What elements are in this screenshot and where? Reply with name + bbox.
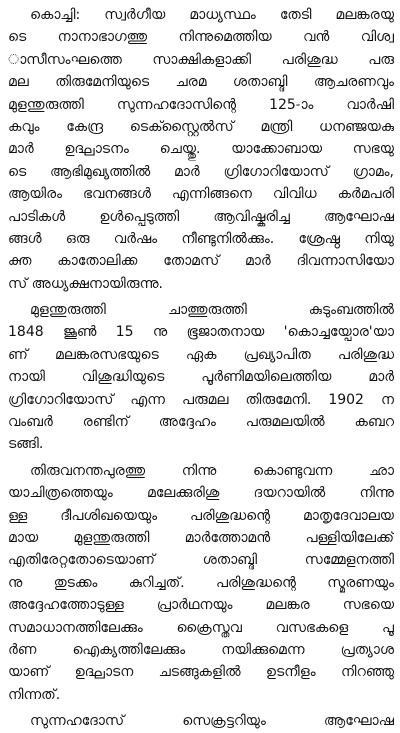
text-line: ടങ്ങി.: [8, 436, 44, 453]
text-line: മുളന്തുരുത്തി ചാത്തുരുത്തി കുടുംബത്തിൽ: [30, 302, 394, 319]
paragraph-3: [8, 460, 394, 706]
text-line: ടെ ആഭിമുഖ്യത്തിൽ മാർ ഗ്രിഗോറിയോസ് ഗ്രാമം,: [8, 163, 394, 180]
text-line: ആയിരം ഭവനങ്ങൾ എന്നിങ്ങനെ വിവിധ കർമപരി: [8, 186, 394, 203]
text-line: സ് അധ്യക്ഷനായിരുന്നു.: [8, 275, 163, 292]
text-line: സമാധാനത്തിലേക്കും ക്രൈസ്തവ വസഭകളെ പൂ: [8, 619, 394, 636]
text-line: ടെ നാനാഭാഗത്തു നിന്നുമെത്തിയ വൻ വിശ്വ: [8, 29, 394, 46]
text-line: യാണ് ഉദ്ഘാടന ചടങ്ങുകളിൽ ഉടനീളം നിറഞ്ഞു: [8, 664, 394, 681]
text-line: കൊച്ചി: സ്വർഗീയ മാധ്യസ്ഥം തേടി മലങ്കരയു: [30, 7, 394, 23]
text-line: നായി വിശുദ്ധിയുടെ പൂർണിമയിലെത്തിയ മാർ: [8, 369, 394, 386]
paragraph-4: [8, 710, 394, 732]
text-line: മാർ ഉദ്ഘാടനം ചെയ്തു. യാക്കോബായ സഭയു: [8, 141, 394, 158]
text-line: മുളന്തുരുത്തി സുന്നഹദോസിന്റെ 125-ാം വാർഷി: [8, 96, 394, 113]
text-line: യാചിത്രത്തെയും മലേക്കുരിശു ദയറായിൽ നിന്നു: [8, 485, 394, 502]
text-line: കവും കേന്ദ്ര ടെക്സ്റ്റൈൽസ് മന്ത്രി ധനഞ്ജയകു: [8, 118, 394, 135]
text-line: ങ്ങൾ ഒരു വർഷം നീണ്ടുനിൽക്കും. ശ്രേഷ്ഠ നിയു: [8, 230, 394, 247]
text-line: ർണ ഐക്യത്തിലേക്കും നയിക്കുമെന്ന പ്രത്യാശ: [8, 641, 394, 658]
text-line: ള്ള ദീപശിഖയെയും പരിശുദ്ധന്റെ മാതൃദേവാലയ: [8, 507, 394, 524]
text-line: 1848 ജൂൺ 15 നു ഭൂജാതനായ 'കൊച്ചയ്പോര'യാ: [8, 324, 394, 341]
text-line: നിന്നത്.: [8, 686, 61, 703]
text-line: നു തുടക്കം കുറിച്ചത്. പരിശുദ്ധന്റെ സ്മരണയും: [8, 574, 394, 591]
text-line: മല തിരുമേനിയുടെ ചരമ ശതാബ്ദി ആചരണവും: [8, 74, 394, 91]
text-line: തിരുവനന്തപുരത്തു നിന്നു കൊണ്ടുവന്ന ഛാ: [30, 462, 394, 479]
paragraph-1: [8, 4, 394, 295]
text-line: ാസീസംഘത്തെ സാക്ഷികളാക്കി പരിശുദ്ധ പരു: [8, 51, 394, 68]
text-line: വംബർ രണ്ടിന് അദ്ദേഹം പരുമലയിൽ കബറ: [8, 414, 394, 431]
paragraph-2: [8, 299, 394, 456]
text-line: പാടികൾ ഉൾപ്പെടുത്തി ആവിഷ്കരിച്ച ആഘോഷ: [8, 208, 394, 225]
text-line: ഗ്രിഗോറിയോസ് എന്ന പരുമല തിരുമേനി. 1902 ന: [8, 391, 394, 408]
text-line: എതിരേറ്റതോടെയാണ് ശതാബ്ദി സമ്മേളനത്തി: [8, 552, 394, 569]
text-line: അദ്ദേഹത്തോടുള്ള പ്രാർഥനയും മലങ്കര സഭയെ: [8, 597, 394, 614]
text-line: ണ് മലങ്കരസഭയുടെ ഏക പ്രഖ്യാപിത പരിശുദ്ധ: [8, 346, 394, 363]
text-line: മായ മുളന്തുരുത്തി മാർത്തോമൻ പള്ളിയിലേക്ക്: [8, 529, 394, 546]
text-line: സുന്നഹദോസ് സെക്രട്ടറിയും ആഘോഷ: [30, 713, 394, 730]
text-line: ക്ത കാതോലിക്ക തോമസ് മാർ ദിവന്നാസിയോ: [8, 253, 394, 270]
